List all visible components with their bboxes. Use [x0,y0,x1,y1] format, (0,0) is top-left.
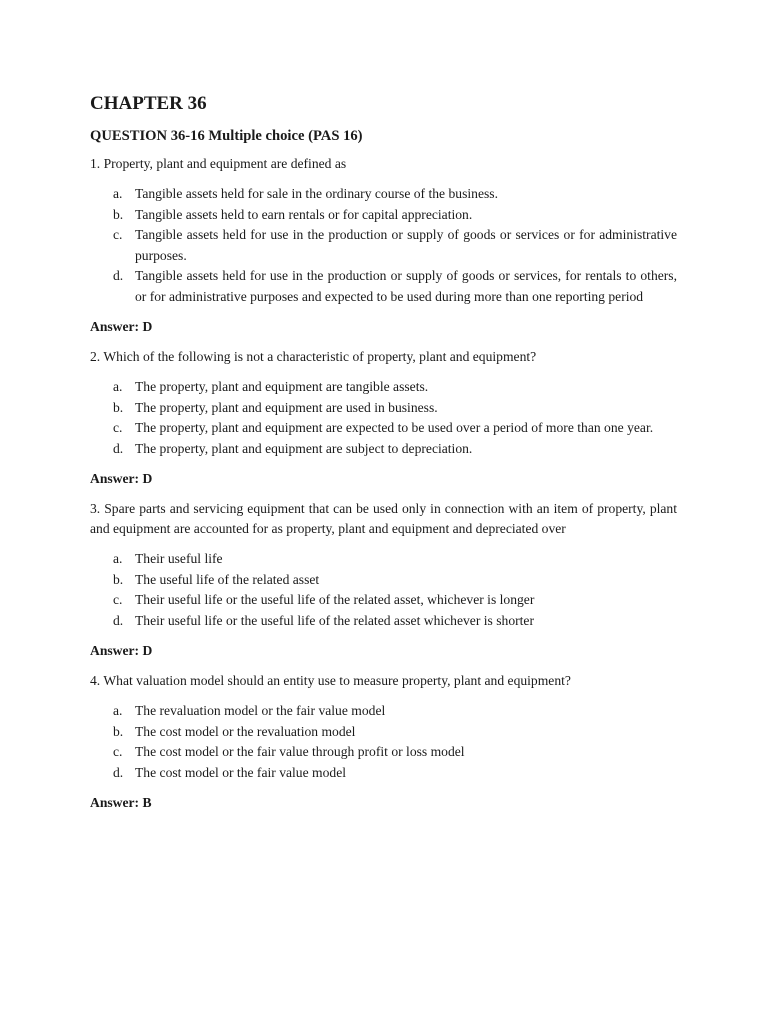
option-text: The cost model or the fair value model [135,764,347,780]
option-list [90,184,677,307]
option-text: Their useful life or the useful life of the related asset whichever is shorter [135,612,534,628]
option-item [90,398,677,419]
option-letter: b. [113,571,124,587]
answer-line: Answer: D [90,643,153,658]
option-item [90,184,677,205]
question-block-1 [90,154,677,337]
answer-line: Answer: D [90,319,153,334]
option-item [90,377,677,398]
option-text: The revaluation model or the fair value model [135,703,386,718]
option-text: The cost model or the revaluation model [135,723,356,739]
question-block-4 [90,671,677,813]
option-item [90,763,677,784]
option-letter: b. [113,206,124,222]
document-content [90,92,677,823]
option-letter: d. [113,612,124,628]
option-letter: b. [113,399,124,415]
chapter-title: CHAPTER 36 [90,93,207,114]
section-title: QUESTION 36-16 Multiple choice (PAS 16) [90,128,363,144]
option-letter: a. [113,703,123,718]
option-item [90,590,677,611]
option-letter: a. [113,379,123,394]
option-letter: d. [113,440,124,456]
question-text: 4. What valuation model should an entity use to measure property, plant and equipment? [90,673,571,688]
question-block-3 [90,499,677,661]
option-text: The property, plant and equipment are subject to depreciation. [135,440,473,456]
option-list [90,377,677,459]
option-item [90,205,677,226]
option-letter: b. [113,723,124,739]
option-text: Their useful life [135,551,223,566]
option-letter: c. [113,227,123,242]
option-item [90,418,677,439]
question-text: 2. Which of the following is not a characteristic of property, plant and equipment? [90,349,537,364]
option-item [90,742,677,763]
option-letter: c. [113,420,123,435]
option-letter: a. [113,551,123,566]
option-text: The property, plant and equipment are used in business. [135,399,438,415]
option-list [90,549,677,631]
option-item [90,722,677,743]
question-block-2 [90,347,677,489]
option-item [90,549,677,570]
answer-line: Answer: B [90,795,152,810]
option-item [90,439,677,460]
option-text: Tangible assets held to earn rentals or for capital appreciation. [135,206,473,222]
answer-line: Answer: D [90,471,153,486]
option-letter: d. [113,268,124,283]
option-list [90,701,677,783]
option-item [90,570,677,591]
option-text: The useful life of the related asset [135,571,320,587]
option-text: Tangible assets held for sale in the ordinary course of the business. [135,186,498,201]
question-text: 3. Spare parts and servicing equipment that can be used only in connection with an item of property, plant and equipment are accounted for as property, plant and equipment and depreciated over [90,501,677,536]
question-text: 1. Property, plant and equipment are defined as [90,156,347,171]
option-text: Their useful life or the useful life of the related asset, whichever is longer [135,592,535,607]
option-item [90,225,677,266]
option-text: Tangible assets held for use in the production or supply of goods or services, for rentals to others, or for administrative purposes and expected to be used during more than one reporting period [135,268,677,304]
option-letter: c. [113,592,123,607]
option-letter: a. [113,186,123,201]
option-text: The property, plant and equipment are expected to be used over a period of more than one year. [135,420,654,435]
option-letter: d. [113,764,124,780]
option-item [90,701,677,722]
option-text: The property, plant and equipment are tangible assets. [135,379,429,394]
option-item [90,266,677,307]
option-letter: c. [113,744,123,759]
option-text: Tangible assets held for use in the production or supply of goods or services or for administrative purposes. [135,227,677,263]
option-item [90,611,677,632]
option-text: The cost model or the fair value through profit or loss model [135,744,465,759]
